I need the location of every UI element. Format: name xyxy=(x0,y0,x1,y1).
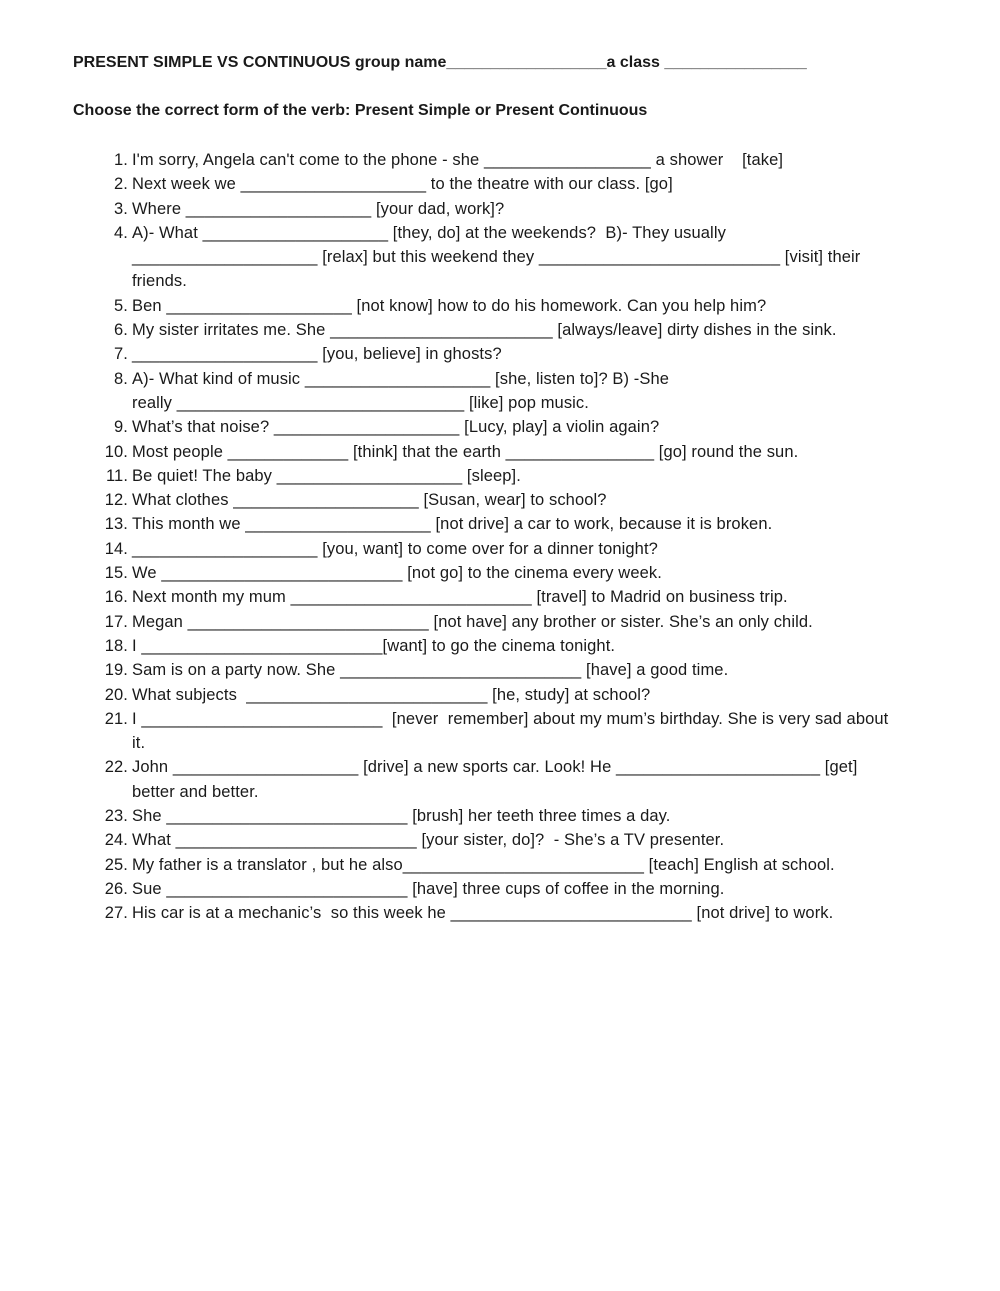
exercise-number: 16. xyxy=(104,588,128,607)
exercise-number: 13. xyxy=(104,515,128,534)
exercise-number: 5. xyxy=(114,296,128,315)
exercise-number: 27. xyxy=(104,904,128,923)
exercise-text-line: ____________________ [you, believe] in ghosts? xyxy=(132,345,502,364)
exercise-text-line: I __________________________[want] to go the cinema tonight. xyxy=(132,636,616,655)
exercise-item xyxy=(0,828,1000,852)
exercise-text-line: it. xyxy=(132,734,146,753)
exercise-item xyxy=(0,901,1000,925)
exercise-text-line: I'm sorry, Angela can't come to the phone - she __________________ a shower [take] xyxy=(132,151,784,169)
exercise-text-line: friends. xyxy=(132,272,187,291)
exercise-text-line: Sue __________________________ [have] three cups of coffee in the morning. xyxy=(132,879,725,898)
exercise-text-line: My father is a translator , but he also__________________________ [teach] English at school. xyxy=(132,855,835,874)
worksheet-title: PRESENT SIMPLE VS CONTINUOUS group name__________________a class ________________ xyxy=(73,54,807,71)
exercise-text-line: What __________________________ [your sister, do]? - She’s a TV presenter. xyxy=(132,831,725,850)
exercise-number: 17. xyxy=(104,612,128,631)
exercise-text-line: A)- What ____________________ [they, do] at the weekends? B)- They usually xyxy=(132,223,726,242)
exercise-number: 15. xyxy=(104,564,128,583)
exercise-item xyxy=(0,610,1000,634)
exercise-text-line: What subjects __________________________ [he, study] at school? xyxy=(132,685,651,704)
exercise-item xyxy=(0,197,1000,221)
exercise-text-line: Be quiet! The baby ____________________ [sleep]. xyxy=(132,466,521,485)
exercise-item xyxy=(0,488,1000,512)
exercise-number: 24. xyxy=(104,831,128,850)
exercise-item xyxy=(0,634,1000,658)
exercise-item xyxy=(0,755,1000,804)
exercise-text-line: A)- What kind of music ____________________ [she, listen to]? B) -She xyxy=(132,369,670,388)
exercise-number: 25. xyxy=(104,855,128,874)
exercise-number: 4. xyxy=(114,223,128,242)
exercise-text-line: Megan __________________________ [not have] any brother or sister. She’s an only child. xyxy=(132,612,813,631)
exercise-number: 1. xyxy=(114,151,128,169)
exercise-number: 20. xyxy=(104,685,128,704)
exercise-number: 2. xyxy=(114,175,128,194)
exercise-text-line: What’s that noise? ____________________ [Lucy, play] a violin again? xyxy=(132,418,660,437)
exercise-item xyxy=(0,415,1000,439)
exercise-item xyxy=(0,342,1000,366)
exercise-number: 12. xyxy=(104,491,128,510)
exercise-item xyxy=(0,853,1000,877)
exercise-number: 11. xyxy=(105,466,128,485)
exercise-item xyxy=(0,537,1000,561)
exercise-text-line: really _______________________________ [like] pop music. xyxy=(132,393,589,412)
exercise-text-line: Ben ____________________ [not know] how to do his homework. Can you help him? xyxy=(132,296,767,315)
exercise-text-line: What clothes ____________________ [Susan, wear] to school? xyxy=(132,491,607,510)
exercise-number: 3. xyxy=(114,199,128,218)
exercise-number: 8. xyxy=(114,369,128,388)
exercise-item xyxy=(0,658,1000,682)
exercise-item xyxy=(0,294,1000,318)
exercise-number: 7. xyxy=(114,345,128,364)
exercise-number: 26. xyxy=(104,879,128,898)
exercise-text-line: Sam is on a party now. She __________________________ [have] a good time. xyxy=(132,661,729,680)
exercise-number: 14. xyxy=(104,539,128,558)
exercise-number: 10. xyxy=(104,442,128,461)
worksheet-instruction: Choose the correct form of the verb: Present Simple or Present Continuous xyxy=(73,102,648,119)
exercise-item xyxy=(0,440,1000,464)
exercise-item xyxy=(0,464,1000,488)
exercise-item xyxy=(0,804,1000,828)
exercise-item xyxy=(0,512,1000,536)
exercise-text-line: Most people _____________ [think] that the earth ________________ [go] round the sun. xyxy=(132,442,799,461)
exercise-text-line: ____________________ [you, want] to come over for a dinner tonight? xyxy=(132,539,658,558)
exercise-text-line: better and better. xyxy=(132,782,259,801)
exercise-item xyxy=(0,683,1000,707)
exercise-number: 9. xyxy=(114,418,128,437)
exercise-item xyxy=(0,585,1000,609)
exercise-text-line: Where ____________________ [your dad, work]? xyxy=(132,199,505,218)
exercise-number: 19. xyxy=(104,661,128,680)
exercise-text-line: This month we ____________________ [not drive] a car to work, because it is broken. xyxy=(132,515,773,534)
exercise-item xyxy=(0,221,1000,294)
exercise-list xyxy=(0,148,1000,926)
exercise-item xyxy=(0,367,1000,416)
exercise-text-line: ____________________ [relax] but this weekend they __________________________ [visit] their xyxy=(132,248,861,267)
exercise-text-line: She __________________________ [brush] her teeth three times a day. xyxy=(132,807,671,826)
exercise-number: 6. xyxy=(114,321,128,340)
exercise-text-line: His car is at a mechanic’s so this week he __________________________ [not drive] to work. xyxy=(132,904,834,923)
exercise-item xyxy=(0,707,1000,756)
exercise-text-line: Next month my mum __________________________ [travel] to Madrid on business trip. xyxy=(132,588,788,607)
exercise-text-line: I __________________________ [never remember] about my mum’s birthday. She is very sad about xyxy=(132,709,889,728)
exercise-number: 18. xyxy=(104,636,128,655)
exercise-text-line: John ____________________ [drive] a new sports car. Look! He ______________________ [get] xyxy=(132,758,858,777)
exercise-item xyxy=(0,172,1000,196)
exercise-number: 22. xyxy=(104,758,128,777)
exercise-item xyxy=(0,318,1000,342)
exercise-text-line: We __________________________ [not go] to the cinema every week. xyxy=(132,564,662,583)
exercise-text-line: Next week we ____________________ to the theatre with our class. [go] xyxy=(132,175,673,194)
exercise-item xyxy=(0,148,1000,172)
exercise-number: 23. xyxy=(104,807,128,826)
exercise-item xyxy=(0,561,1000,585)
exercise-number: 21. xyxy=(104,709,128,728)
exercise-item xyxy=(0,877,1000,901)
exercise-text-line: My sister irritates me. She ________________________ [always/leave] dirty dishes in the sink. xyxy=(132,321,837,340)
